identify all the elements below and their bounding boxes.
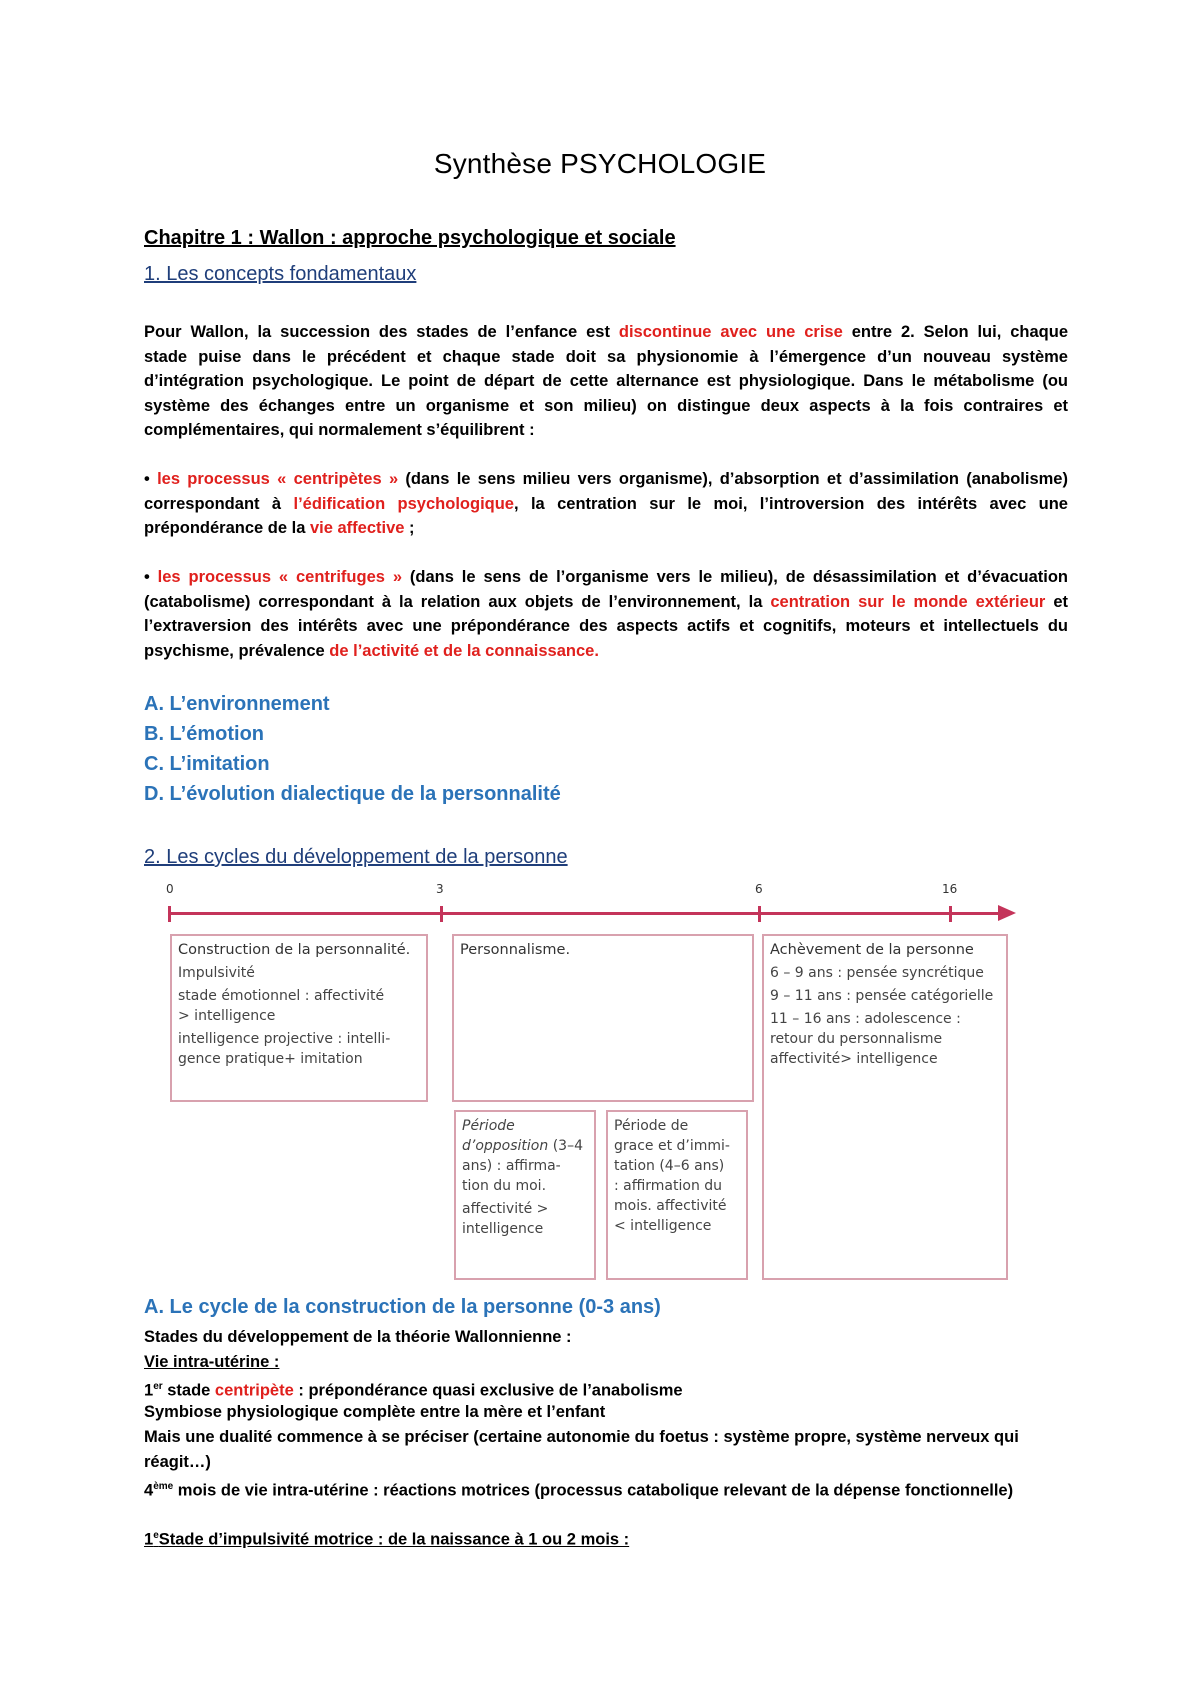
subheading-environnement: A. L’environnement [144,693,330,715]
subheading-evolution: D. L’évolution dialectique de la personnalité [144,783,561,805]
tick-label-6: 6 [755,882,763,896]
symbiose-line: Symbiose physiologique complète entre la mère et l’enfant [144,1403,606,1421]
box-construction-personnalite: Construction de la personnalité. Impulsivité stade émotionnel : affectivité > intelligence intelligence projective : intelli- gence pratique+ imitation [170,934,428,1102]
stade-impulsivite-heading: 1eStade d’impulsivité motrice : de la naissance à 1 ou 2 mois : [144,1530,630,1549]
axis-tick [758,906,761,922]
intro-line: Pour Wallon, la succession des stades de l’enfance est discontinue avec une crise entre 2. Selon lui, chaque [144,323,1068,341]
chapter-heading: Chapitre 1 : Wallon : approche psychologique et sociale [144,227,676,249]
axis-tick [440,906,443,922]
section-a-heading: A. Le cycle de la construction de la personne (0-3 ans) [144,1296,661,1318]
dualite-line-cont: réagit…) [144,1453,211,1471]
centrifuges-paragraph: • les processus « centrifuges » (dans le sens de l’organisme vers le milieu), de désassimilation et d’évacuation (catabolisme) correspondant à la relation aux objets de l’environnement, la centration sur le monde extérieur et l’extraversion des intérêts avec une prépondérance des aspects actifs et cognitifs, moteurs et intellectuels du psychisme, prévalence de l’activité et de la connaissance. [144,568,1068,660]
document-title: Synthèse PSYCHOLOGIE [433,148,767,179]
intro-line: stade puise dans le précédent et chaque stade doit sa physionomie à l’émergence d’un nouveau système [144,347,1068,366]
intro-line: d’intégration psychologique. Le point de départ de cette alternance est physiologique. Dans le métabolisme (ou [144,372,1068,390]
subheading-imitation: C. L’imitation [144,753,270,775]
timeline-arrowhead [998,905,1016,921]
axis-tick [168,906,171,922]
development-timeline-figure [160,882,1040,1282]
vie-intra-uterine-heading: Vie intra-utérine : [144,1353,280,1371]
centripetes-paragraph: • les processus « centripètes » (dans le sens milieu vers organisme), d’absorption et d’assimilation (anabolisme) correspondant à l’édification psychologique, la centration sur le moi, l’introversion des intérêts avec une prépondérance de la vie affective ; [144,470,1068,537]
box-personnalisme: Personnalisme. [452,934,754,1102]
box-periode-grace: Période de grace et d’immi- tation (4–6 ans) : affirmation du mois. affectivité < intelligence [606,1110,748,1280]
tick-label-0: 0 [166,882,174,896]
intro-line: complémentaires, qui normalement s’équilibrent : [144,421,535,439]
box-achevement-personne: Achèvement de la personne 6 – 9 ans : pensée syncrétique 9 – 11 ans : pensée catégorielle 11 – 16 ans : adolescence : retour du personnalisme affectivité> intelligence [762,934,1008,1280]
quatrieme-mois-line: 4ème mois de vie intra-utérine : réactions motrices (processus catabolique relevant de la dépense fonctionnelle) [144,1481,1014,1500]
section-1-heading: 1. Les concepts fondamentaux [144,263,417,285]
intro-line: système des échanges entre un organisme et son milieu) on distingue deux aspects à la fois contraires et [144,396,1068,415]
dualite-line: Mais une dualité commence à se préciser (certaine autonomie du foetus : système propre, système nerveux qui [144,1428,1019,1446]
intro-paragraph [144,320,1068,443]
subheading-emotion: B. L’émotion [144,723,264,745]
stades-intro: Stades du développement de la théorie Wallonnienne : [144,1328,572,1346]
timeline-axis [168,912,998,915]
axis-tick [949,906,952,922]
section-2-heading: 2. Les cycles du développement de la personne [144,846,568,868]
stade-1-line: 1er stade centripète : prépondérance quasi exclusive de l’anabolisme [144,1381,683,1400]
tick-label-16: 16 [942,882,958,896]
tick-label-3: 3 [436,882,444,896]
box-periode-opposition: Période d’opposition (3–4 ans) : affirma- tion du moi. affectivité > intelligence [454,1110,596,1280]
